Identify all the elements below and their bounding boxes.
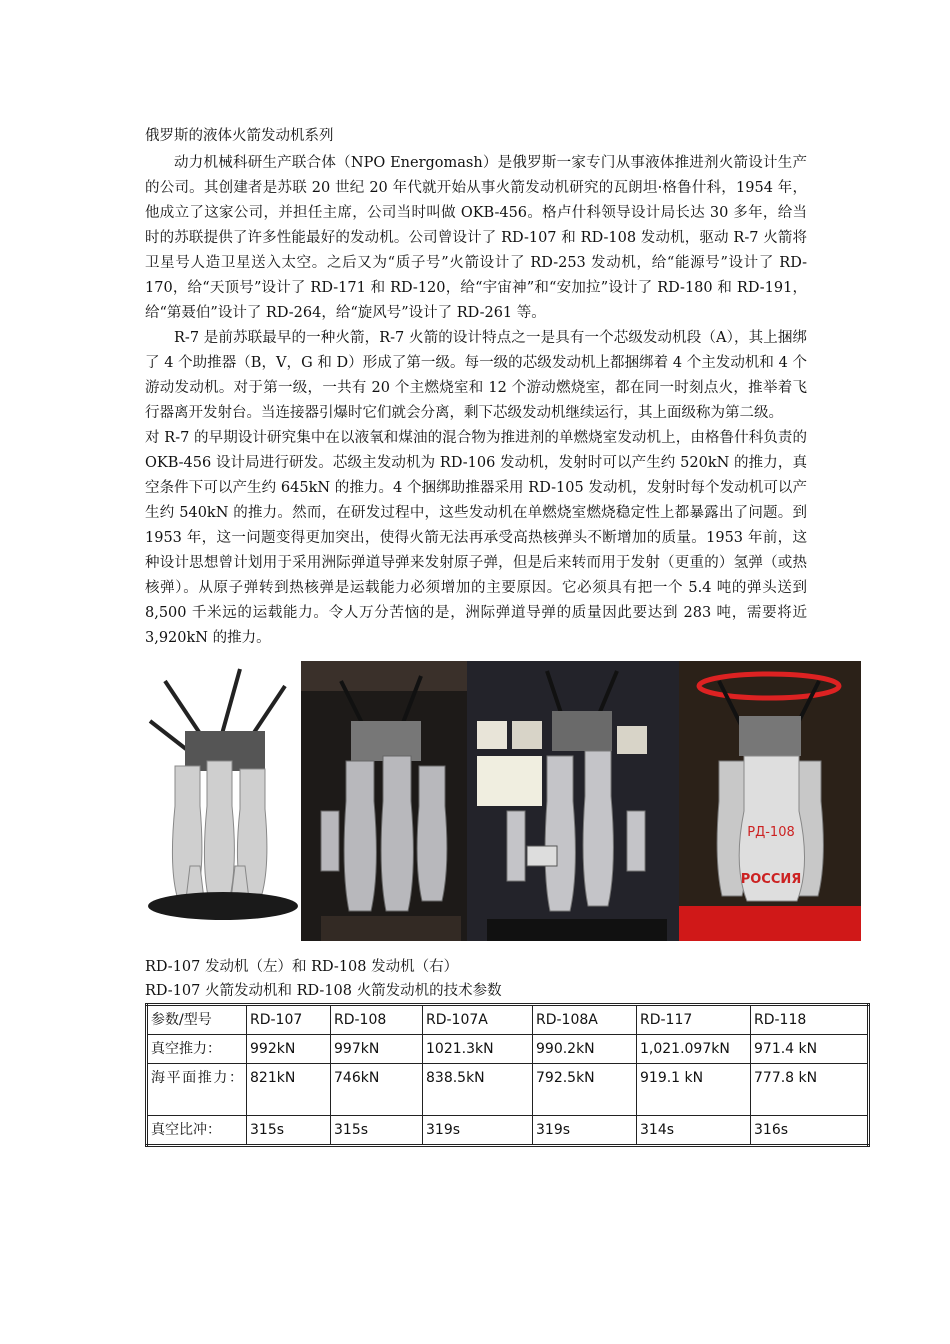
header-cell-rd118: RD-118 xyxy=(751,1005,869,1035)
table-cell: 746kN xyxy=(331,1064,423,1116)
header-cell-rd108a: RD-108A xyxy=(533,1005,637,1035)
row-label-vacuum-isp: 真空比冲： xyxy=(147,1116,247,1146)
table-cell: 1,021.097kN xyxy=(637,1035,751,1064)
table-cell: 777.8 kN xyxy=(751,1064,869,1116)
table-cell: 919.1 kN xyxy=(637,1064,751,1116)
engine-photo-2 xyxy=(301,661,467,941)
table-row xyxy=(147,1064,869,1116)
engine-photo-strip xyxy=(145,661,861,941)
table-cell: 997kN xyxy=(331,1035,423,1064)
table-cell: 316s xyxy=(751,1116,869,1146)
engine-parameters-table xyxy=(145,1003,870,1147)
table-cell: 314s xyxy=(637,1116,751,1146)
engine-label-rossiya: РОССИЯ xyxy=(740,872,802,887)
table-cell: 990.2kN xyxy=(533,1035,637,1064)
paragraph-r7-research: 对 R-7 的早期设计研究集中在以液氧和煤油的混合物为推进剂的单燃烧室发动机上，由格鲁什科负责的 OKB-456 设计局进行研发。芯级主发动机为 RD-106 发动机，发射时可以产生约 520kN 的推力，真空条件下可以产生约 645kN 的推力。4 个捆绑助推器采用 RD-105 发动机，发射时每个发动机可以产生约 540kN 的推力。然而，在研发过程中，这些发动机在单燃烧室燃烧稳定性上都暴露出了问题。到 1953 年，这一问题变得更加突出，使得火箭无法再承受高热核弹头不断增加的质量。1953 年前，这种设计思想曾计划用于采用洲际弹道导弹来发射原子弹，但是后来转而用于发射（更重的）氢弹（或热核弹）。从原子弹转到热核弹是运载能力必须增加的主要原因。它必须具有把一个 5.4 吨的弹头送到 8,500 千米远的运载能力。令人万分苦恼的是，洲际弹道导弹的质量因此要达到 283 吨，需要将近 3,920kN 的推力。 xyxy=(145,430,807,646)
row-label-vacuum-thrust: 真空推力： xyxy=(147,1035,247,1064)
engine-photo-3 xyxy=(467,661,679,941)
table-cell: 319s xyxy=(533,1116,637,1146)
table-cell: 319s xyxy=(423,1116,533,1146)
table-row xyxy=(147,1116,869,1146)
header-cell-rd108: RD-108 xyxy=(331,1005,423,1035)
table-cell: 315s xyxy=(247,1116,331,1146)
engine-label-rd108: РД-108 xyxy=(747,825,795,840)
engine-photo-1 xyxy=(145,661,301,941)
paragraph-r7-design: R-7 是前苏联最早的一种火箭，R-7 火箭的设计特点之一是具有一个芯级发动机段（A），其上捆绑了 4 个助推器（B，V，G 和 D）形成了第一级。每一级的芯级发动机上都捆绑着 4 个主发动机和 4 个游动发动机。对于第一级，一共有 20 个主燃烧室和 12 个游动燃烧室，都在同一时刻点火，推举着飞行器离开发射台。当连接器引爆时它们就会分离，剩下芯级发动机继续运行，其上面级称为第二级。 xyxy=(145,330,807,421)
table-cell: 821kN xyxy=(247,1064,331,1116)
header-cell-rd107: RD-107 xyxy=(247,1005,331,1035)
table-cell: 971.4 kN xyxy=(751,1035,869,1064)
table-cell: 992kN xyxy=(247,1035,331,1064)
header-cell-rd107a: RD-107A xyxy=(423,1005,533,1035)
header-cell-param: 参数/型号 xyxy=(147,1005,247,1035)
photo-caption: RD-107 发动机（左）和 RD-108 发动机（右） xyxy=(145,959,459,975)
table-cell: 315s xyxy=(331,1116,423,1146)
table-cell: 1021.3kN xyxy=(423,1035,533,1064)
document-body xyxy=(145,124,818,1147)
paragraph-npo-energomash: 动力机械科研生产联合体（NPO Energomash）是俄罗斯一家专门从事液体推进剂火箭设计生产的公司。其创建者是苏联 20 世纪 20 年代就开始从事火箭发动机研究的瓦朗坦·格鲁什科，1954 年，他成立了这家公司，并担任主席，公司当时叫做 OKB-456。格卢什科领导设计局长达 30 多年，给当时的苏联提供了许多性能最好的发动机。公司曾设计了 RD-107 和 RD-108 发动机，驱动 R-7 火箭将卫星号人造卫星送入太空。之后又为“质子号”火箭设计了 RD-253 发动机，给“能源号”设计了 RD-170，给“天顶号”设计了 RD-171 和 RD-120，给“宇宙神”和“安加拉”设计了 RD-180 和 RD-191，给“第聂伯”设计了 RD-264，给“旋风号”设计了 RD-261 等。 xyxy=(145,155,807,321)
table-cell: 792.5kN xyxy=(533,1064,637,1116)
row-label-sea-level-thrust: 海平面推力： xyxy=(147,1064,247,1116)
table-cell: 838.5kN xyxy=(423,1064,533,1116)
header-cell-rd117: RD-117 xyxy=(637,1005,751,1035)
table-caption: RD-107 火箭发动机和 RD-108 火箭发动机的技术参数 xyxy=(145,983,502,999)
table-row xyxy=(147,1035,869,1064)
engine-photo-4 xyxy=(679,661,861,941)
table-header-row xyxy=(147,1005,869,1035)
document-title: 俄罗斯的液体火箭发动机系列 xyxy=(145,128,334,144)
